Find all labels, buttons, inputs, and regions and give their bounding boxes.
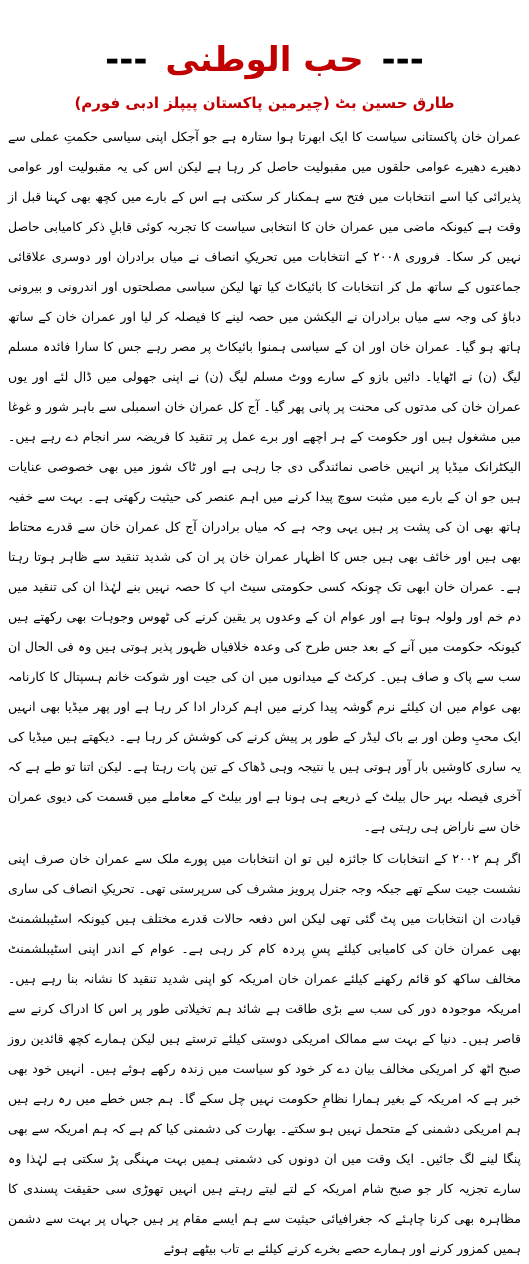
paragraph-1: عمران خان پاکستانی سیاست کا ایک ابھرتا ہوا ستارہ ہے جو آجکل اپنی سیاسی حکمتِ عملی سے دھیرے دھیرے عوامی حلقوں میں مقبولیت حاصل کر رہا ہے لیکن اس کی یہ مقبولیت اور عوامی پذیرائی کیا اسے انتخابات میں فتح سے ہمکنار کر سکتی ہے اس کے بارے میں کچھ بھی کہنا قبل از وقت ہے کیونکہ ماضی میں عمران خان کا انتخابی سیاست کا تجربہ کوئی قابلِ ذکر کامیابی حاصل نہیں کر سکا۔ فروری ۲۰۰۸ کے انتخابات میں تحریکِ انصاف نے میاں برادران اور دوسری علاقائی جماعتوں کے ساتھ مل کر انتخابات کا بائیکاٹ کیا تھا لیکن سیاسی مصلحتوں اور اندرونی و بیرونی دباؤ کی وجہ سے میاں برادران نے الیکشن میں حصہ لینے کا فیصلہ کر لیا اور عمران خان کے ساتھ ہاتھ ہو گیا۔ عمران خان اور ان کے سیاسی ہمنوا بائیکاٹ پر مصر رہے جس کا سارا فائدہ مسلم لیگ (ن) نے اٹھایا۔ دائیں بازو کے سارے ووٹ مسلم لیگ (ن) نے اپنی جھولی میں ڈال لئے اور یوں عمران خان کی مدتوں کی محنت پر پانی پھر گیا۔ آج کل عمران خان اسمبلی سے باہر شور و غوغا میں مشغول ہیں اور حکومت کے ہر اچھے اور برے عمل پر تنقید کا فریضہ سر انجام دے رہے ہیں۔ الیکٹرانک میڈیا پر انہیں خاصی نمائندگی دی جا رہی ہے اور ٹاک شوز میں بھی خصوصی عنایات ہیں جو ان کے بارے میں مثبت سوچ پیدا کرنے میں اہم عنصر کی حیثیت رکھتی ہے۔ بہت سے خفیہ ہاتھ بھی ان کی پشت پر ہیں یہی وجہ ہے کہ میاں برادران آج کل عمران خان سے قدرے محتاط بھی ہیں اور خائف بھی ہیں جس کا اظہار عمران خان پر ان کی شدید تنقید سے ظاہر ہوتا رہتا ہے۔ عمران خان ابھی تک چونکہ کسی حکومتی سیٹ اپ کا حصہ نہیں بنے لہٰذا ان کی تنقید میں دم خم اور ولولہ ہوتا ہے اور عوام ان کے وعدوں پر یقین کرنے کی ٹھوس وجوہات بھی رکھتے ہیں کیونکہ حکومت میں آنے کے بعد جس طرح کی وعدہ خلافیاں ظہور پذیر ہوتی ہیں وہ فی الحال ان سب سے پاک و صاف ہیں۔ کرکٹ کے میدانوں میں ان کی جیت اور شوکت خانم ہسپتال کا کارنامہ بھی عوام میں ان کیلئے نرم گوشہ پیدا کرنے میں اہم کردار ادا کر رہا ہے اور پھر میڈیا بھی انہیں ایک محبِ وطن اور بے باک لیڈر کے طور پر پیش کرنے کی کوشش کر رہا ہے۔ دیکھتے ہیں میڈیا کی یہ ساری کاوشیں بار آور ہوتی ہیں یا نتیجہ وہی ڈھاک کے تین پات رہتا ہے۔ لیکن اتنا تو طے ہے کہ آخری فیصلہ بہر حال بیلٹ کے ذریعے ہی ہونا ہے اور بیلٹ کے معاملے میں قسمت کی دیوی عمران خان سے ناراض ہی رہتی ہے۔ (8, 129, 521, 834)
article-title (8, 34, 521, 88)
article-body (8, 122, 521, 1264)
title-dashes-right: --- (381, 40, 424, 80)
paragraph-2: اگر ہم ۲۰۰۲ کے انتخابات کا جائزہ لیں تو ان انتخابات میں پورے ملک سے عمران خان صرف اپنی نشست جیت سکے تھے جبکہ وجہ جنرل پرویز مشرف کی سرپرستی تھی۔ تحریکِ انصاف کی ساری قیادت ان انتخابات میں پٹ گئی تھی لیکن اس دفعہ حالات قدرے مختلف ہیں کیونکہ اسٹیبلشمنٹ بھی عمران خان کی کامیابی کیلئے پسِ پردہ کام کر رہی ہے۔ عوام کے اندر اپنی اسٹیبلشمنٹ مخالف ساکھ کو قائم رکھنے کیلئے عمران خان امریکہ کو اپنی شدید تنقید کا نشانہ بنا رہے ہیں۔ امریکہ موجودہ دور کی سب سے بڑی طاقت ہے شائد ہم تخیلاتی طور پر اس کا ادراک کرنے سے قاصر ہیں۔ دنیا کے بہت سے ممالک امریکی دوستی کیلئے ترستے ہیں لیکن ہمارے کچھ قائدین روز صبح اٹھ کر امریکی مخالف بیان دے کر خود کو سیاست میں زندہ رکھے ہوئے ہیں۔ انہیں خود بھی خبر ہے کہ امریکہ کے بغیر ہمارا نظامِ حکومت نہیں چل سکے گا۔ ہم جس خطے میں رہ رہے ہیں ہم امریکی دشمنی کے متحمل نہیں ہو سکتے۔ بھارت کی دشمنی کیا کم ہے کہ ہم امریکہ سے بھی پنگا لینے لگ جائیں۔ ایک وقت میں ان دونوں کی دشمنی ہمیں بہت مہنگی پڑ سکتی ہے لہٰذا وہ سارے تجزیہ کار جو صبح شام امریکہ کے لتے لیتے رہتے ہیں انہیں تھوڑی سی حقیقت پسندی کا مظاہرہ بھی کرنا چاہئے کہ جغرافیائی حیثیت سے ہم ایسے مقام پر ہیں جہاں پر بہت سے دشمن ہمیں کمزور کرنے اور ہمارے حصے بخرے کرنے کیلئے بے تاب بیٹھے ہوئے (8, 851, 521, 1256)
title-text: حب الوطنی (165, 40, 364, 80)
title-dashes-left: --- (105, 40, 148, 80)
author-byline: طارق حسین بٹ (چیرمین پاکستان پیپلز ادبی فورم) (74, 94, 455, 112)
